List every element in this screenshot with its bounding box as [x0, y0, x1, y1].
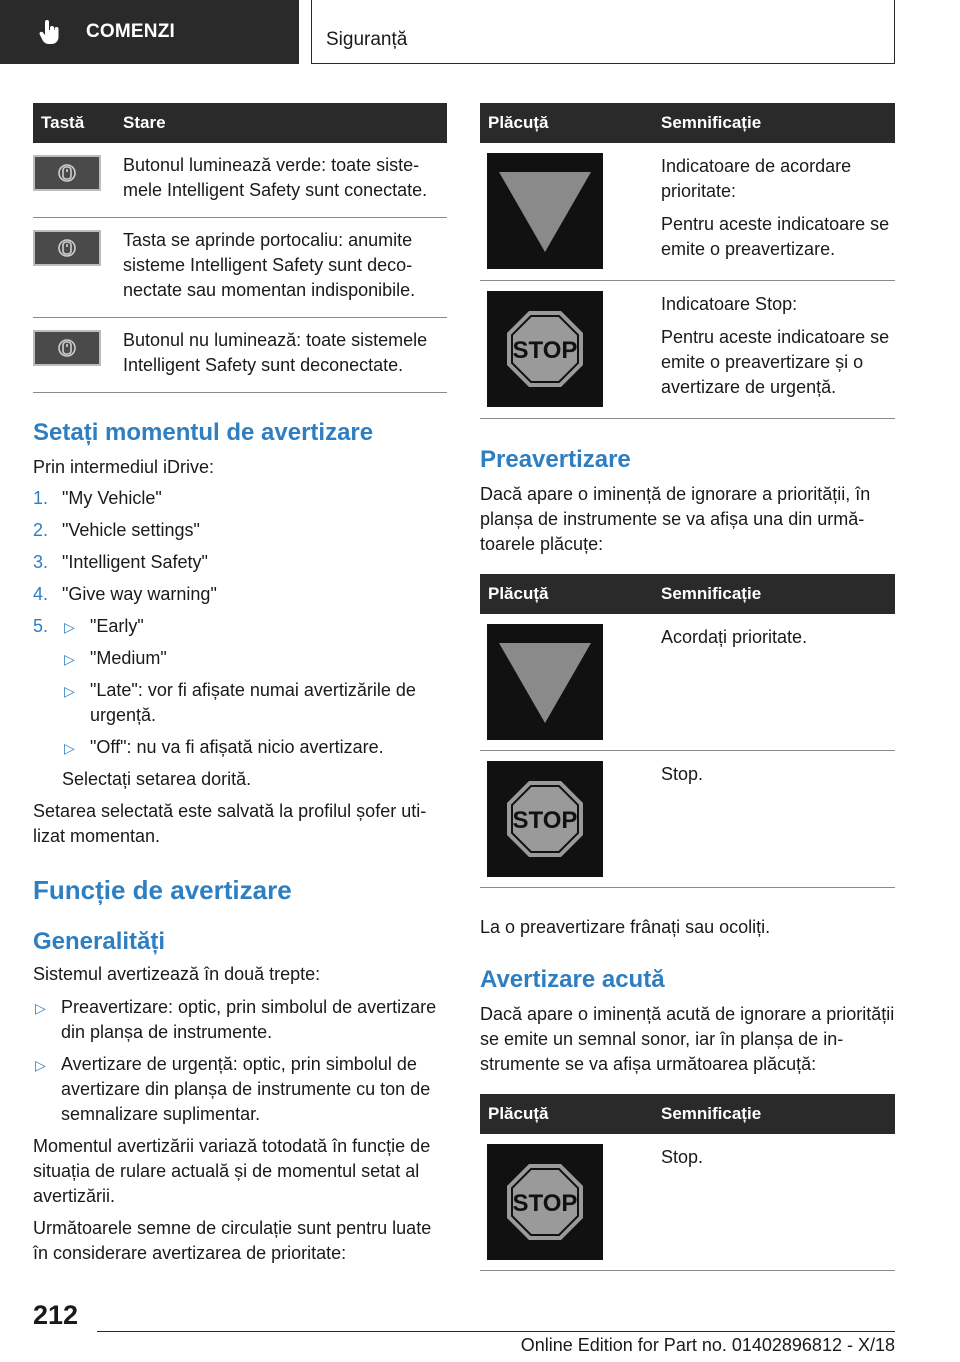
- footer-edition: Online Edition for Part no. 01402896812 - X/18: [520, 1335, 895, 1355]
- prewarning-after: La o preavertizare frânați sau ocoliți.: [480, 917, 771, 937]
- chapter-label: COMENZI: [86, 21, 176, 42]
- section-header: [311, 0, 895, 64]
- footer-divider: [97, 1331, 895, 1332]
- list-item: 4. "Give way warning": [33, 584, 217, 604]
- table-cell: Indicatoare Stop:: [661, 294, 798, 314]
- table-cell: Stop.: [653, 751, 895, 888]
- table-row: [480, 751, 895, 888]
- svg-text:STOP: STOP: [512, 807, 578, 834]
- heading-function: Funcție de avertizare: [33, 875, 292, 905]
- table-header-plate: Plăcuță: [480, 1094, 653, 1134]
- prewarning-text: Dacă apare o iminență de ignorare a priorității, în planșa de instrumente se va afișa una din următoarele plăcuțe:: [480, 484, 871, 554]
- list-item: 3. "Intelligent Safety": [33, 552, 208, 572]
- triangle-bullet-icon: ▷: [35, 1057, 46, 1073]
- table-cell: Pentru aceste indicatoare se emite o preavertizare și o avertizare de urgență.: [661, 327, 890, 397]
- table-cell: Acordați prioritate.: [653, 614, 895, 751]
- select-text: Selectați setarea dorită.: [62, 769, 252, 789]
- table-cell: Butonul nu luminează: toate sistemele Intelligent Safety sunt deconectate.: [115, 318, 447, 393]
- heading-general: Generalități: [33, 928, 166, 955]
- function-bullets: [33, 995, 447, 1127]
- table-header-plate: Plăcuță: [480, 103, 653, 143]
- table-row: [480, 1134, 895, 1271]
- stop-sign-icon: [487, 761, 603, 877]
- yield-sign-icon: [487, 153, 603, 269]
- intro-text: Prin intermediul iDrive:: [33, 457, 215, 477]
- left-column: [33, 103, 447, 1266]
- intelligent-safety-button-icon: [33, 155, 101, 191]
- buttons-table: [33, 103, 447, 393]
- table-header-key: Tastă: [33, 103, 115, 143]
- acute-table: [480, 1094, 895, 1271]
- svg-text:STOP: STOP: [512, 1190, 578, 1217]
- function-intro: Sistemul avertizează în două trepte:: [33, 964, 321, 984]
- heading-set-warning: Setați momentul de avertizare: [33, 419, 374, 446]
- table-cell: Butonul luminează verde: toate sistemele Intelligent Safety sunt conectate.: [115, 143, 447, 218]
- table-cell: Tasta se aprinde portocaliu: anumite sisteme Intelligent Safety sunt deconectate sau momentan indisponibile.: [115, 218, 447, 318]
- table-header-plate: Plăcuță: [480, 574, 653, 614]
- acute-text: Dacă apare o iminență acută de ignorare a priorității se emite un semnal sonor, iar în planșa de instrumente se va afișa următoarea plăcuță:: [480, 1004, 895, 1074]
- intelligent-safety-button-icon: [33, 330, 101, 366]
- table-row: [33, 143, 447, 218]
- heading-acute: Avertizare acută: [480, 966, 665, 993]
- table-header-meaning: Semnificație: [653, 1094, 895, 1134]
- table-row: [33, 318, 447, 393]
- table-row: [480, 614, 895, 751]
- stop-sign-icon: [487, 291, 603, 407]
- list-item: ▷ Avertizare de urgență: optic, prin simbolul de avertizare din planșa de instrumente cu ton de semnalizare suplimentar.: [35, 1054, 431, 1124]
- intelligent-safety-button-icon: [33, 230, 101, 266]
- triangle-bullet-icon: ▷: [64, 683, 75, 699]
- table-header-meaning: Semnificație: [653, 103, 895, 143]
- function-para1: Momentul avertizării variază totodată în funcție de situația de rulare actuală și de momentul setat al avertizării.: [33, 1136, 431, 1206]
- page-number: 212: [33, 1300, 79, 1330]
- table-cell: Stop.: [653, 1134, 895, 1271]
- list-item: ▷ Preavertizare: optic, prin simbolul de avertizare din planșa de instrumente.: [35, 997, 437, 1042]
- stop-sign-icon: [487, 1144, 603, 1260]
- table-row: [480, 143, 895, 281]
- triangle-bullet-icon: ▷: [35, 1000, 46, 1016]
- triangle-bullet-icon: ▷: [64, 619, 75, 635]
- table-cell: Pentru aceste indicatoare se emite o preavertizare.: [661, 214, 890, 259]
- table-header-meaning: Semnificație: [653, 574, 895, 614]
- signs-table: [480, 103, 895, 419]
- yield-sign-icon: [487, 624, 603, 740]
- table-row: [480, 281, 895, 419]
- table-row: [33, 218, 447, 318]
- triangle-bullet-icon: ▷: [64, 740, 75, 756]
- function-para2: Următoarele semne de circulație sunt pentru luate în considerare avertizarea de prioritate:: [33, 1218, 432, 1263]
- svg-text:STOP: STOP: [512, 337, 578, 364]
- chapter-tab[interactable]: [0, 0, 299, 64]
- right-column: [480, 103, 895, 1271]
- list-item: 5. ▷ "Early" ▷ "Medium" ▷ "Late": vor fi afișate numai avertizările de urgență. ▷ "Off": nu va fi afișată nicio avertizare. Selectați setarea dorită.: [33, 614, 447, 792]
- triangle-bullet-icon: ▷: [64, 651, 75, 667]
- heading-prewarning: Preavertizare: [480, 446, 631, 473]
- section-title: Siguranță: [326, 29, 408, 50]
- hand-pointer-icon: [38, 19, 64, 45]
- list-item: 2. "Vehicle settings": [33, 520, 200, 540]
- table-cell: Indicatoare de acordare prioritate:: [661, 156, 852, 201]
- prewarning-table: [480, 574, 895, 888]
- saved-text: Setarea selectată este salvată la profilul șofer utilizat momentan.: [33, 801, 427, 846]
- table-header-state: Stare: [115, 103, 447, 143]
- list-item: 1. "My Vehicle": [33, 488, 162, 508]
- steps-list: [33, 486, 447, 792]
